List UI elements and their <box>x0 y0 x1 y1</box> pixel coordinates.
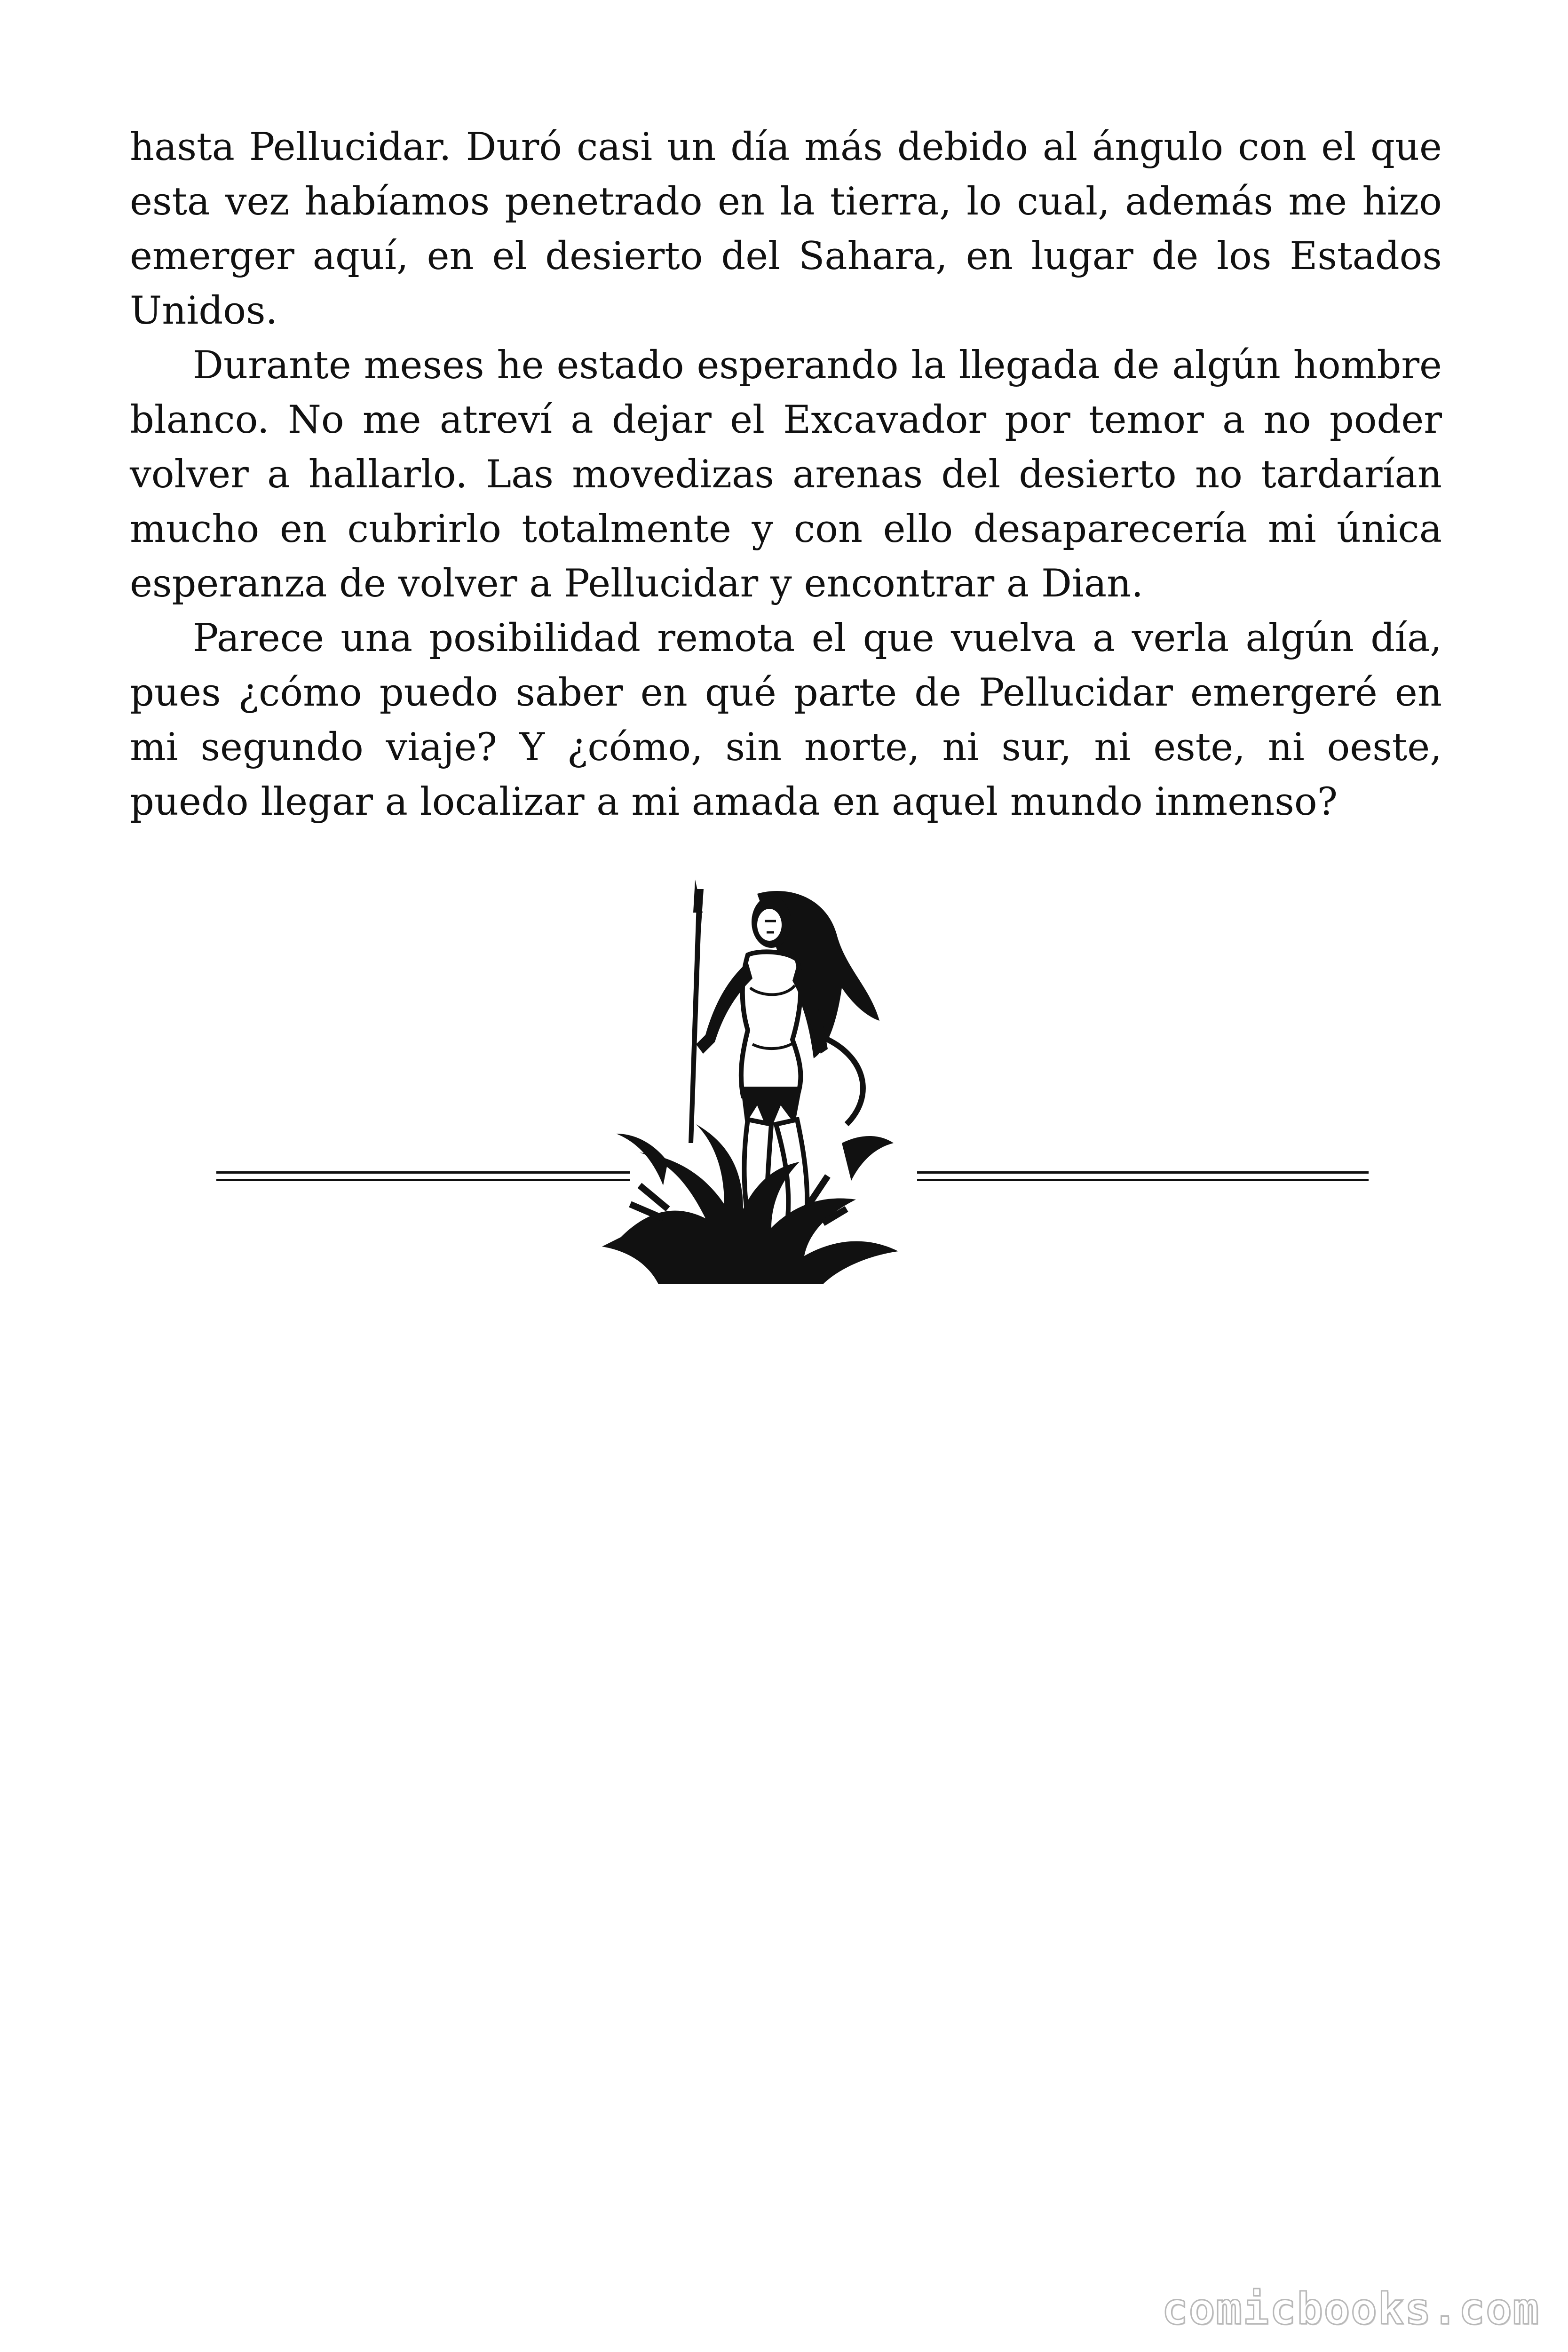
body-text <box>130 120 1442 829</box>
chapter-end-ornament <box>216 880 1369 1284</box>
watermark-text: comicbooks.com <box>1162 2284 1540 2334</box>
warrior-illustration-icon <box>216 880 1369 1284</box>
paragraph-2: Durante meses he estado esperando la llegada de algún hombre blanco. No me atreví a dejar el Excavador por temor a no poder volver a hallarlo. Las movedizas arenas del desierto no tardarían mucho en cubrirlo totalmente y con ello desaparecería mi única esperanza de volver a Pellucidar y encontrar a Dian. <box>130 343 1442 606</box>
paragraph-1: hasta Pellucidar. Duró casi un día más debido al ángulo con el que esta vez habíamos penetrado en la tierra, lo cual, además me hizo emerger aquí, en el desierto del Sahara, en lugar de los Estados Unidos. <box>130 125 1442 333</box>
paragraph-3: Parece una posibilidad remota el que vuelva a verla algún día, pues ¿cómo puedo saber en qué parte de Pellucidar emergeré en mi segundo viaje? Y ¿cómo, sin norte, ni sur, ni este, ni oeste, puedo llegar a localizar a mi amada en aquel mundo inmenso? <box>130 616 1442 824</box>
